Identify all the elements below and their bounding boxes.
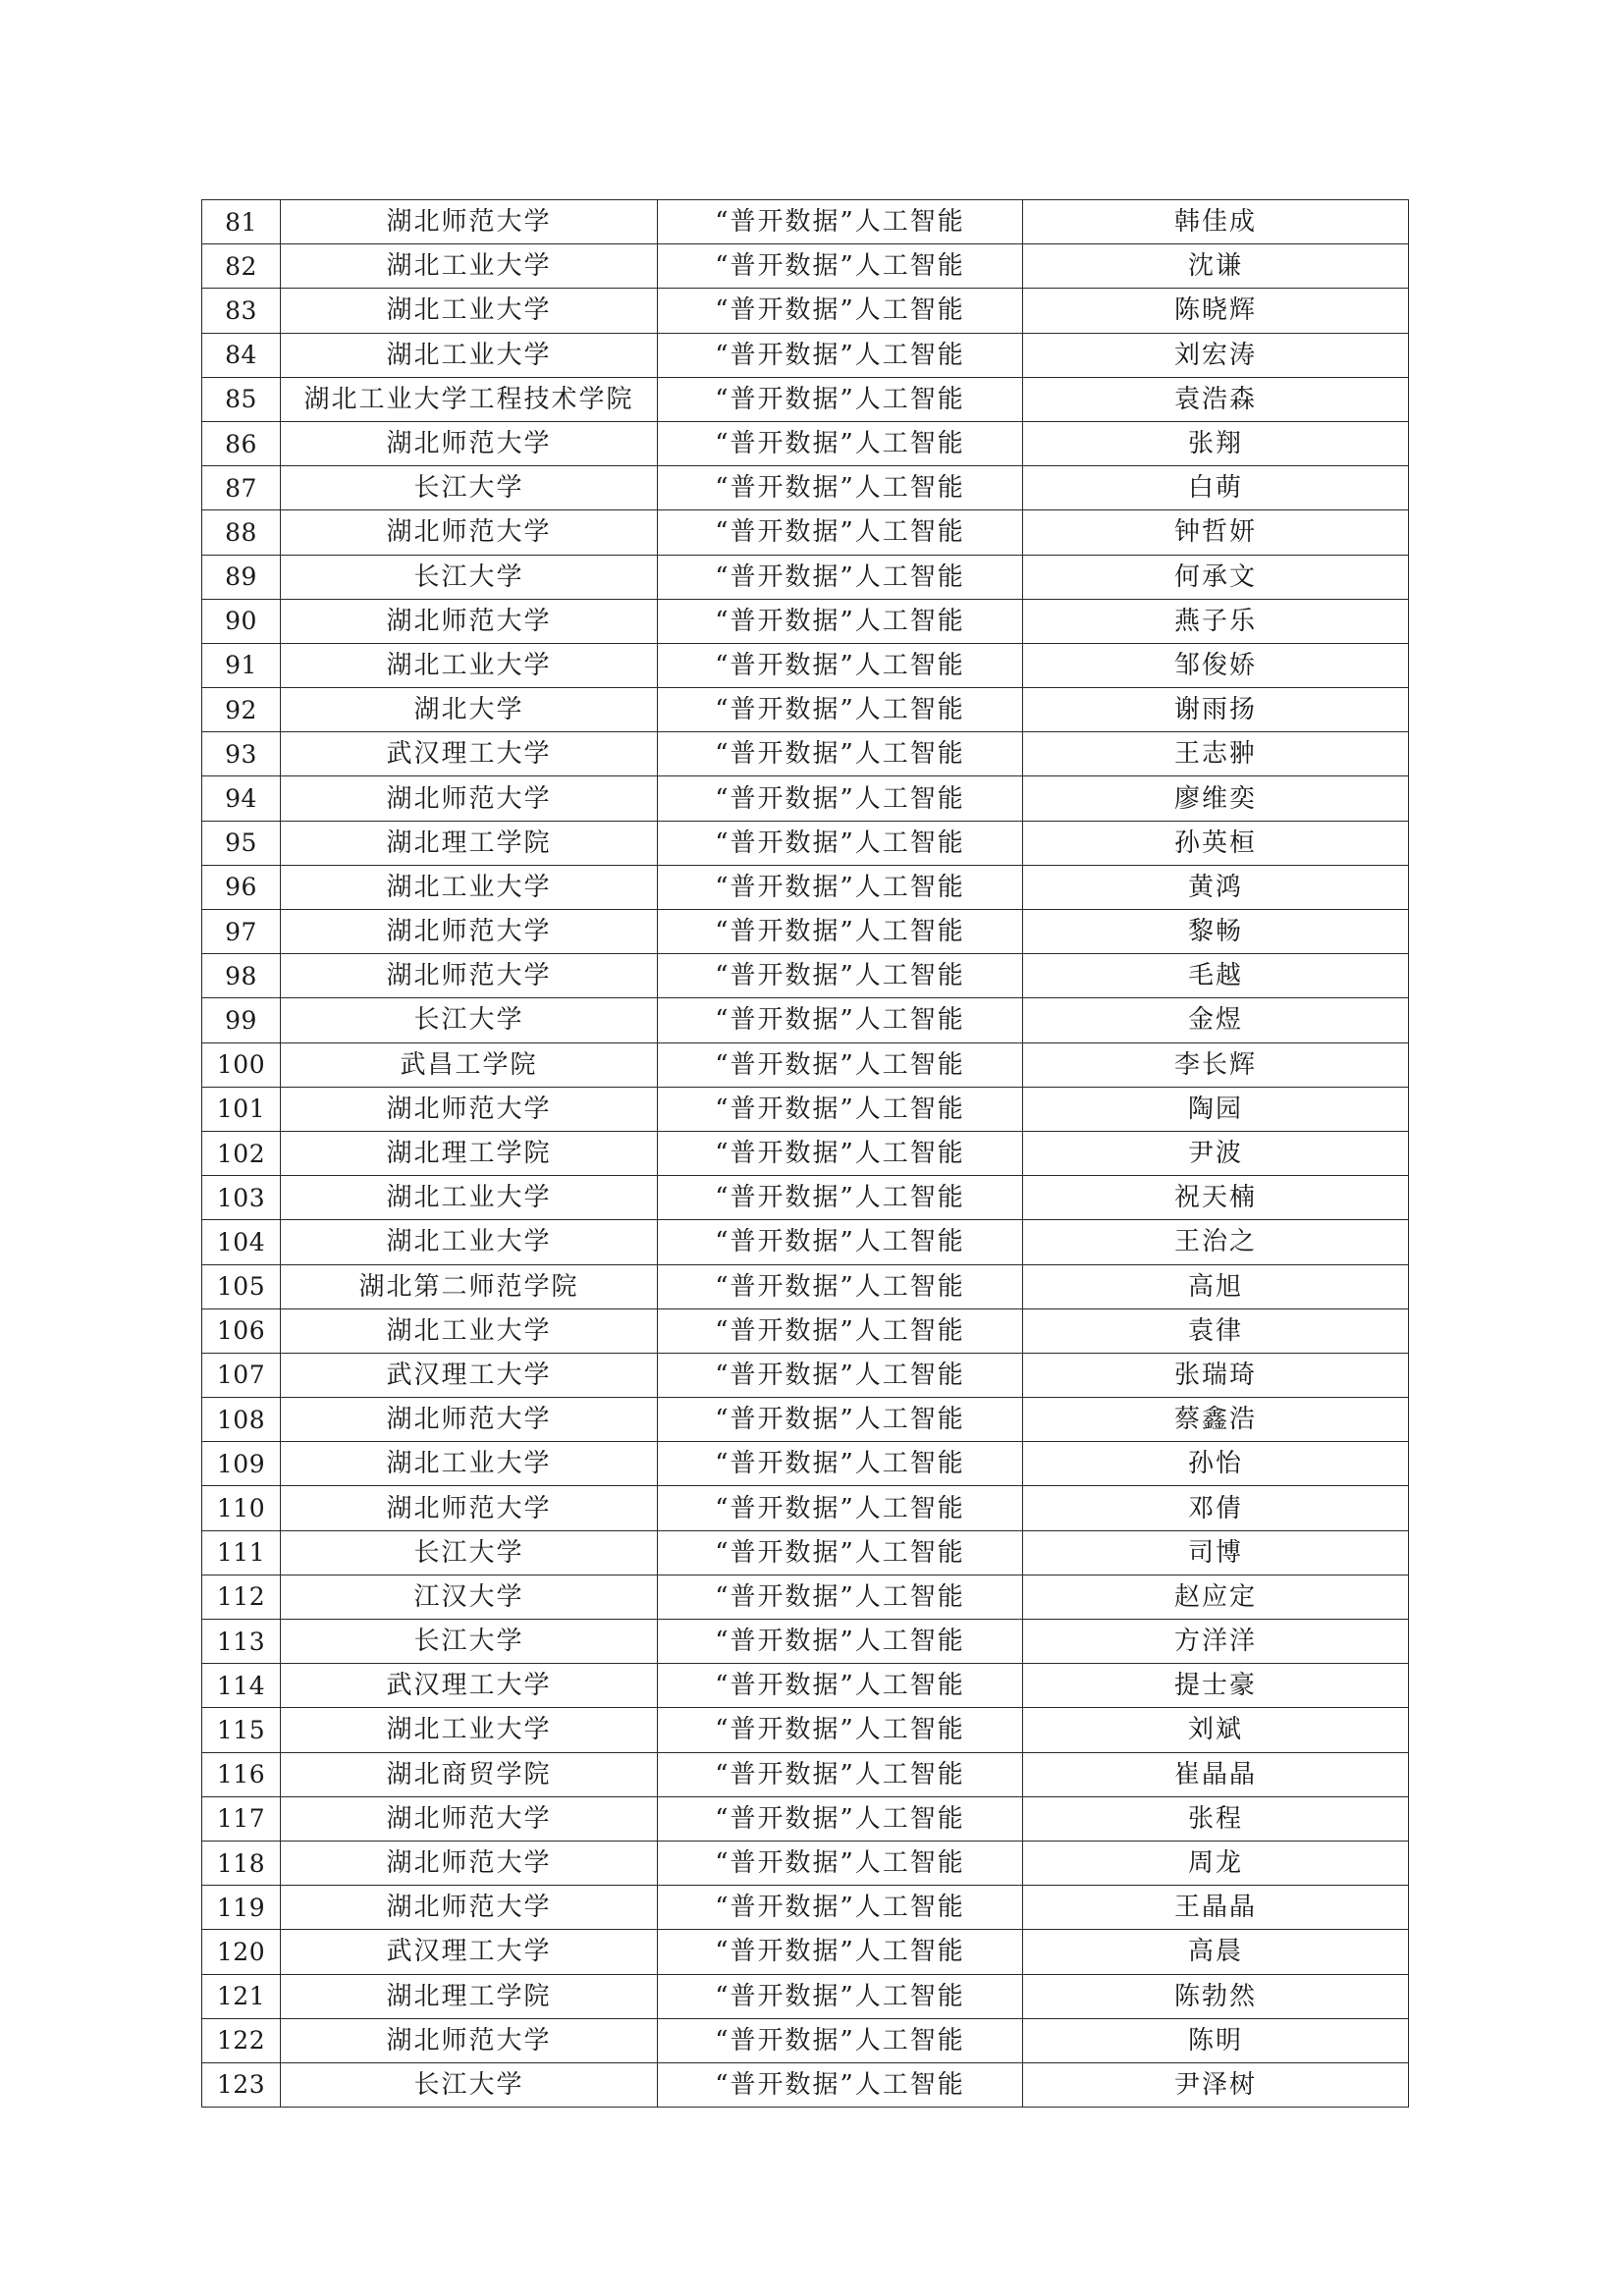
row-number-cell: 119 bbox=[202, 1886, 281, 1930]
school-cell: 湖北师范大学 bbox=[281, 2018, 658, 2062]
student-name-cell: 邹俊娇 bbox=[1023, 643, 1409, 687]
school-cell: 湖北工业大学 bbox=[281, 244, 658, 289]
student-name-cell: 袁浩森 bbox=[1023, 377, 1409, 421]
school-cell: 湖北师范大学 bbox=[281, 510, 658, 555]
school-cell: 湖北大学 bbox=[281, 688, 658, 732]
row-number-cell: 88 bbox=[202, 510, 281, 555]
row-number-cell: 81 bbox=[202, 200, 281, 244]
course-cell: “普开数据”人工智能 bbox=[658, 1220, 1023, 1264]
row-number-cell: 91 bbox=[202, 643, 281, 687]
table-row bbox=[202, 1886, 1409, 1930]
row-number-cell: 104 bbox=[202, 1220, 281, 1264]
row-number-cell: 102 bbox=[202, 1131, 281, 1175]
table-row bbox=[202, 821, 1409, 865]
table-row bbox=[202, 466, 1409, 510]
course-cell: “普开数据”人工智能 bbox=[658, 643, 1023, 687]
student-name-cell: 钟哲妍 bbox=[1023, 510, 1409, 555]
school-cell: 湖北师范大学 bbox=[281, 954, 658, 998]
school-cell: 湖北工业大学 bbox=[281, 643, 658, 687]
school-cell: 湖北师范大学 bbox=[281, 776, 658, 821]
table-row bbox=[202, 1841, 1409, 1885]
course-cell: “普开数据”人工智能 bbox=[658, 732, 1023, 776]
student-name-cell: 王志翀 bbox=[1023, 732, 1409, 776]
table-row bbox=[202, 1442, 1409, 1486]
course-cell: “普开数据”人工智能 bbox=[658, 1530, 1023, 1575]
student-name-cell: 黄鸿 bbox=[1023, 865, 1409, 909]
school-cell: 长江大学 bbox=[281, 2062, 658, 2107]
table-row bbox=[202, 333, 1409, 377]
row-number-cell: 114 bbox=[202, 1664, 281, 1708]
table-row bbox=[202, 776, 1409, 821]
student-name-cell: 赵应定 bbox=[1023, 1575, 1409, 1619]
row-number-cell: 111 bbox=[202, 1530, 281, 1575]
school-cell: 武汉理工大学 bbox=[281, 1664, 658, 1708]
course-cell: “普开数据”人工智能 bbox=[658, 1308, 1023, 1353]
course-cell: “普开数据”人工智能 bbox=[658, 1398, 1023, 1442]
table-row bbox=[202, 1575, 1409, 1619]
school-cell: 江汉大学 bbox=[281, 1575, 658, 1619]
course-cell: “普开数据”人工智能 bbox=[658, 200, 1023, 244]
school-cell: 湖北工业大学 bbox=[281, 1308, 658, 1353]
table-row bbox=[202, 1708, 1409, 1752]
course-cell: “普开数据”人工智能 bbox=[658, 1752, 1023, 1796]
school-cell: 湖北理工学院 bbox=[281, 821, 658, 865]
course-cell: “普开数据”人工智能 bbox=[658, 1930, 1023, 1974]
student-name-cell: 毛越 bbox=[1023, 954, 1409, 998]
school-cell: 武汉理工大学 bbox=[281, 732, 658, 776]
school-cell: 长江大学 bbox=[281, 1620, 658, 1664]
school-cell: 湖北工业大学 bbox=[281, 289, 658, 333]
student-name-cell: 崔晶晶 bbox=[1023, 1752, 1409, 1796]
student-name-cell: 金煜 bbox=[1023, 998, 1409, 1042]
school-cell: 湖北师范大学 bbox=[281, 599, 658, 643]
school-cell: 长江大学 bbox=[281, 1530, 658, 1575]
row-number-cell: 113 bbox=[202, 1620, 281, 1664]
student-name-cell: 尹泽树 bbox=[1023, 2062, 1409, 2107]
student-name-cell: 方洋洋 bbox=[1023, 1620, 1409, 1664]
school-cell: 武汉理工大学 bbox=[281, 1353, 658, 1397]
course-cell: “普开数据”人工智能 bbox=[658, 599, 1023, 643]
row-number-cell: 100 bbox=[202, 1042, 281, 1087]
student-name-cell: 白萌 bbox=[1023, 466, 1409, 510]
course-cell: “普开数据”人工智能 bbox=[658, 377, 1023, 421]
row-number-cell: 122 bbox=[202, 2018, 281, 2062]
student-name-cell: 周龙 bbox=[1023, 1841, 1409, 1885]
course-cell: “普开数据”人工智能 bbox=[658, 776, 1023, 821]
school-cell: 湖北师范大学 bbox=[281, 200, 658, 244]
table-row bbox=[202, 1087, 1409, 1131]
table-row bbox=[202, 1308, 1409, 1353]
row-number-cell: 82 bbox=[202, 244, 281, 289]
student-name-cell: 韩佳成 bbox=[1023, 200, 1409, 244]
table-row bbox=[202, 1264, 1409, 1308]
row-number-cell: 86 bbox=[202, 421, 281, 465]
course-cell: “普开数据”人工智能 bbox=[658, 2062, 1023, 2107]
row-number-cell: 115 bbox=[202, 1708, 281, 1752]
student-name-cell: 司博 bbox=[1023, 1530, 1409, 1575]
school-cell: 湖北师范大学 bbox=[281, 1398, 658, 1442]
student-name-cell: 提士豪 bbox=[1023, 1664, 1409, 1708]
course-cell: “普开数据”人工智能 bbox=[658, 244, 1023, 289]
row-number-cell: 120 bbox=[202, 1930, 281, 1974]
table-row bbox=[202, 1974, 1409, 2018]
school-cell: 湖北师范大学 bbox=[281, 1087, 658, 1131]
row-number-cell: 101 bbox=[202, 1087, 281, 1131]
row-number-cell: 96 bbox=[202, 865, 281, 909]
student-name-cell: 陶园 bbox=[1023, 1087, 1409, 1131]
row-number-cell: 118 bbox=[202, 1841, 281, 1885]
course-cell: “普开数据”人工智能 bbox=[658, 1042, 1023, 1087]
student-name-cell: 高晨 bbox=[1023, 1930, 1409, 1974]
row-number-cell: 123 bbox=[202, 2062, 281, 2107]
row-number-cell: 94 bbox=[202, 776, 281, 821]
school-cell: 湖北工业大学 bbox=[281, 1442, 658, 1486]
table-row bbox=[202, 1620, 1409, 1664]
course-cell: “普开数据”人工智能 bbox=[658, 1796, 1023, 1841]
course-cell: “普开数据”人工智能 bbox=[658, 865, 1023, 909]
course-cell: “普开数据”人工智能 bbox=[658, 910, 1023, 954]
table-row bbox=[202, 2018, 1409, 2062]
school-cell: 武昌工学院 bbox=[281, 1042, 658, 1087]
table-row bbox=[202, 1530, 1409, 1575]
course-cell: “普开数据”人工智能 bbox=[658, 1620, 1023, 1664]
row-number-cell: 90 bbox=[202, 599, 281, 643]
row-number-cell: 121 bbox=[202, 1974, 281, 2018]
table-row bbox=[202, 1664, 1409, 1708]
course-cell: “普开数据”人工智能 bbox=[658, 555, 1023, 599]
row-number-cell: 92 bbox=[202, 688, 281, 732]
student-name-cell: 廖维奕 bbox=[1023, 776, 1409, 821]
school-cell: 湖北工业大学 bbox=[281, 333, 658, 377]
row-number-cell: 103 bbox=[202, 1176, 281, 1220]
table-row bbox=[202, 998, 1409, 1042]
student-name-cell: 李长辉 bbox=[1023, 1042, 1409, 1087]
row-number-cell: 116 bbox=[202, 1752, 281, 1796]
course-cell: “普开数据”人工智能 bbox=[658, 1575, 1023, 1619]
student-name-cell: 陈晓辉 bbox=[1023, 289, 1409, 333]
roster-table-body bbox=[202, 200, 1409, 2108]
row-number-cell: 117 bbox=[202, 1796, 281, 1841]
course-cell: “普开数据”人工智能 bbox=[658, 289, 1023, 333]
table-row bbox=[202, 599, 1409, 643]
course-cell: “普开数据”人工智能 bbox=[658, 1708, 1023, 1752]
course-cell: “普开数据”人工智能 bbox=[658, 2018, 1023, 2062]
row-number-cell: 112 bbox=[202, 1575, 281, 1619]
table-row bbox=[202, 421, 1409, 465]
table-row bbox=[202, 244, 1409, 289]
school-cell: 湖北师范大学 bbox=[281, 1841, 658, 1885]
student-name-cell: 何承文 bbox=[1023, 555, 1409, 599]
table-row bbox=[202, 1752, 1409, 1796]
row-number-cell: 84 bbox=[202, 333, 281, 377]
course-cell: “普开数据”人工智能 bbox=[658, 466, 1023, 510]
course-cell: “普开数据”人工智能 bbox=[658, 1974, 1023, 2018]
student-name-cell: 张程 bbox=[1023, 1796, 1409, 1841]
row-number-cell: 107 bbox=[202, 1353, 281, 1397]
row-number-cell: 95 bbox=[202, 821, 281, 865]
school-cell: 湖北工业大学 bbox=[281, 1708, 658, 1752]
course-cell: “普开数据”人工智能 bbox=[658, 1176, 1023, 1220]
table-row bbox=[202, 2062, 1409, 2107]
school-cell: 湖北师范大学 bbox=[281, 421, 658, 465]
row-number-cell: 106 bbox=[202, 1308, 281, 1353]
student-name-cell: 祝天楠 bbox=[1023, 1176, 1409, 1220]
school-cell: 长江大学 bbox=[281, 998, 658, 1042]
course-cell: “普开数据”人工智能 bbox=[658, 1131, 1023, 1175]
school-cell: 湖北师范大学 bbox=[281, 1886, 658, 1930]
roster-table bbox=[201, 199, 1409, 2108]
table-row bbox=[202, 643, 1409, 687]
table-row bbox=[202, 732, 1409, 776]
table-row bbox=[202, 865, 1409, 909]
row-number-cell: 98 bbox=[202, 954, 281, 998]
school-cell: 武汉理工大学 bbox=[281, 1930, 658, 1974]
course-cell: “普开数据”人工智能 bbox=[658, 1486, 1023, 1530]
school-cell: 湖北第二师范学院 bbox=[281, 1264, 658, 1308]
course-cell: “普开数据”人工智能 bbox=[658, 998, 1023, 1042]
table-row bbox=[202, 289, 1409, 333]
course-cell: “普开数据”人工智能 bbox=[658, 821, 1023, 865]
row-number-cell: 97 bbox=[202, 910, 281, 954]
student-name-cell: 尹波 bbox=[1023, 1131, 1409, 1175]
student-name-cell: 孙英桓 bbox=[1023, 821, 1409, 865]
table-row bbox=[202, 1796, 1409, 1841]
course-cell: “普开数据”人工智能 bbox=[658, 1264, 1023, 1308]
course-cell: “普开数据”人工智能 bbox=[658, 421, 1023, 465]
table-row bbox=[202, 1486, 1409, 1530]
row-number-cell: 109 bbox=[202, 1442, 281, 1486]
table-row bbox=[202, 510, 1409, 555]
row-number-cell: 110 bbox=[202, 1486, 281, 1530]
course-cell: “普开数据”人工智能 bbox=[658, 688, 1023, 732]
student-name-cell: 谢雨扬 bbox=[1023, 688, 1409, 732]
row-number-cell: 87 bbox=[202, 466, 281, 510]
student-name-cell: 孙怡 bbox=[1023, 1442, 1409, 1486]
school-cell: 湖北师范大学 bbox=[281, 910, 658, 954]
table-row bbox=[202, 910, 1409, 954]
school-cell: 长江大学 bbox=[281, 555, 658, 599]
course-cell: “普开数据”人工智能 bbox=[658, 1886, 1023, 1930]
school-cell: 湖北工业大学 bbox=[281, 1220, 658, 1264]
student-name-cell: 王晶晶 bbox=[1023, 1886, 1409, 1930]
row-number-cell: 93 bbox=[202, 732, 281, 776]
course-cell: “普开数据”人工智能 bbox=[658, 1087, 1023, 1131]
school-cell: 湖北工业大学 bbox=[281, 1176, 658, 1220]
student-name-cell: 刘斌 bbox=[1023, 1708, 1409, 1752]
student-name-cell: 沈谦 bbox=[1023, 244, 1409, 289]
student-name-cell: 燕子乐 bbox=[1023, 599, 1409, 643]
table-row bbox=[202, 555, 1409, 599]
table-row bbox=[202, 1930, 1409, 1974]
row-number-cell: 99 bbox=[202, 998, 281, 1042]
student-name-cell: 陈明 bbox=[1023, 2018, 1409, 2062]
school-cell: 长江大学 bbox=[281, 466, 658, 510]
student-name-cell: 蔡鑫浩 bbox=[1023, 1398, 1409, 1442]
course-cell: “普开数据”人工智能 bbox=[658, 333, 1023, 377]
student-name-cell: 刘宏涛 bbox=[1023, 333, 1409, 377]
table-row bbox=[202, 377, 1409, 421]
student-name-cell: 袁律 bbox=[1023, 1308, 1409, 1353]
course-cell: “普开数据”人工智能 bbox=[658, 510, 1023, 555]
school-cell: 湖北师范大学 bbox=[281, 1486, 658, 1530]
school-cell: 湖北师范大学 bbox=[281, 1796, 658, 1841]
row-number-cell: 105 bbox=[202, 1264, 281, 1308]
row-number-cell: 108 bbox=[202, 1398, 281, 1442]
student-name-cell: 王治之 bbox=[1023, 1220, 1409, 1264]
school-cell: 湖北商贸学院 bbox=[281, 1752, 658, 1796]
course-cell: “普开数据”人工智能 bbox=[658, 954, 1023, 998]
table-row bbox=[202, 954, 1409, 998]
course-cell: “普开数据”人工智能 bbox=[658, 1442, 1023, 1486]
table-row bbox=[202, 200, 1409, 244]
student-name-cell: 高旭 bbox=[1023, 1264, 1409, 1308]
school-cell: 湖北工业大学 bbox=[281, 865, 658, 909]
course-cell: “普开数据”人工智能 bbox=[658, 1841, 1023, 1885]
table-row bbox=[202, 688, 1409, 732]
row-number-cell: 83 bbox=[202, 289, 281, 333]
row-number-cell: 89 bbox=[202, 555, 281, 599]
school-cell: 湖北工业大学工程技术学院 bbox=[281, 377, 658, 421]
school-cell: 湖北理工学院 bbox=[281, 1131, 658, 1175]
table-row bbox=[202, 1176, 1409, 1220]
table-row bbox=[202, 1353, 1409, 1397]
course-cell: “普开数据”人工智能 bbox=[658, 1353, 1023, 1397]
student-name-cell: 邓倩 bbox=[1023, 1486, 1409, 1530]
table-row bbox=[202, 1131, 1409, 1175]
student-name-cell: 张瑞琦 bbox=[1023, 1353, 1409, 1397]
student-name-cell: 黎畅 bbox=[1023, 910, 1409, 954]
row-number-cell: 85 bbox=[202, 377, 281, 421]
student-name-cell: 陈勃然 bbox=[1023, 1974, 1409, 2018]
school-cell: 湖北理工学院 bbox=[281, 1974, 658, 2018]
table-row bbox=[202, 1220, 1409, 1264]
student-name-cell: 张翔 bbox=[1023, 421, 1409, 465]
table-row bbox=[202, 1398, 1409, 1442]
course-cell: “普开数据”人工智能 bbox=[658, 1664, 1023, 1708]
table-row bbox=[202, 1042, 1409, 1087]
